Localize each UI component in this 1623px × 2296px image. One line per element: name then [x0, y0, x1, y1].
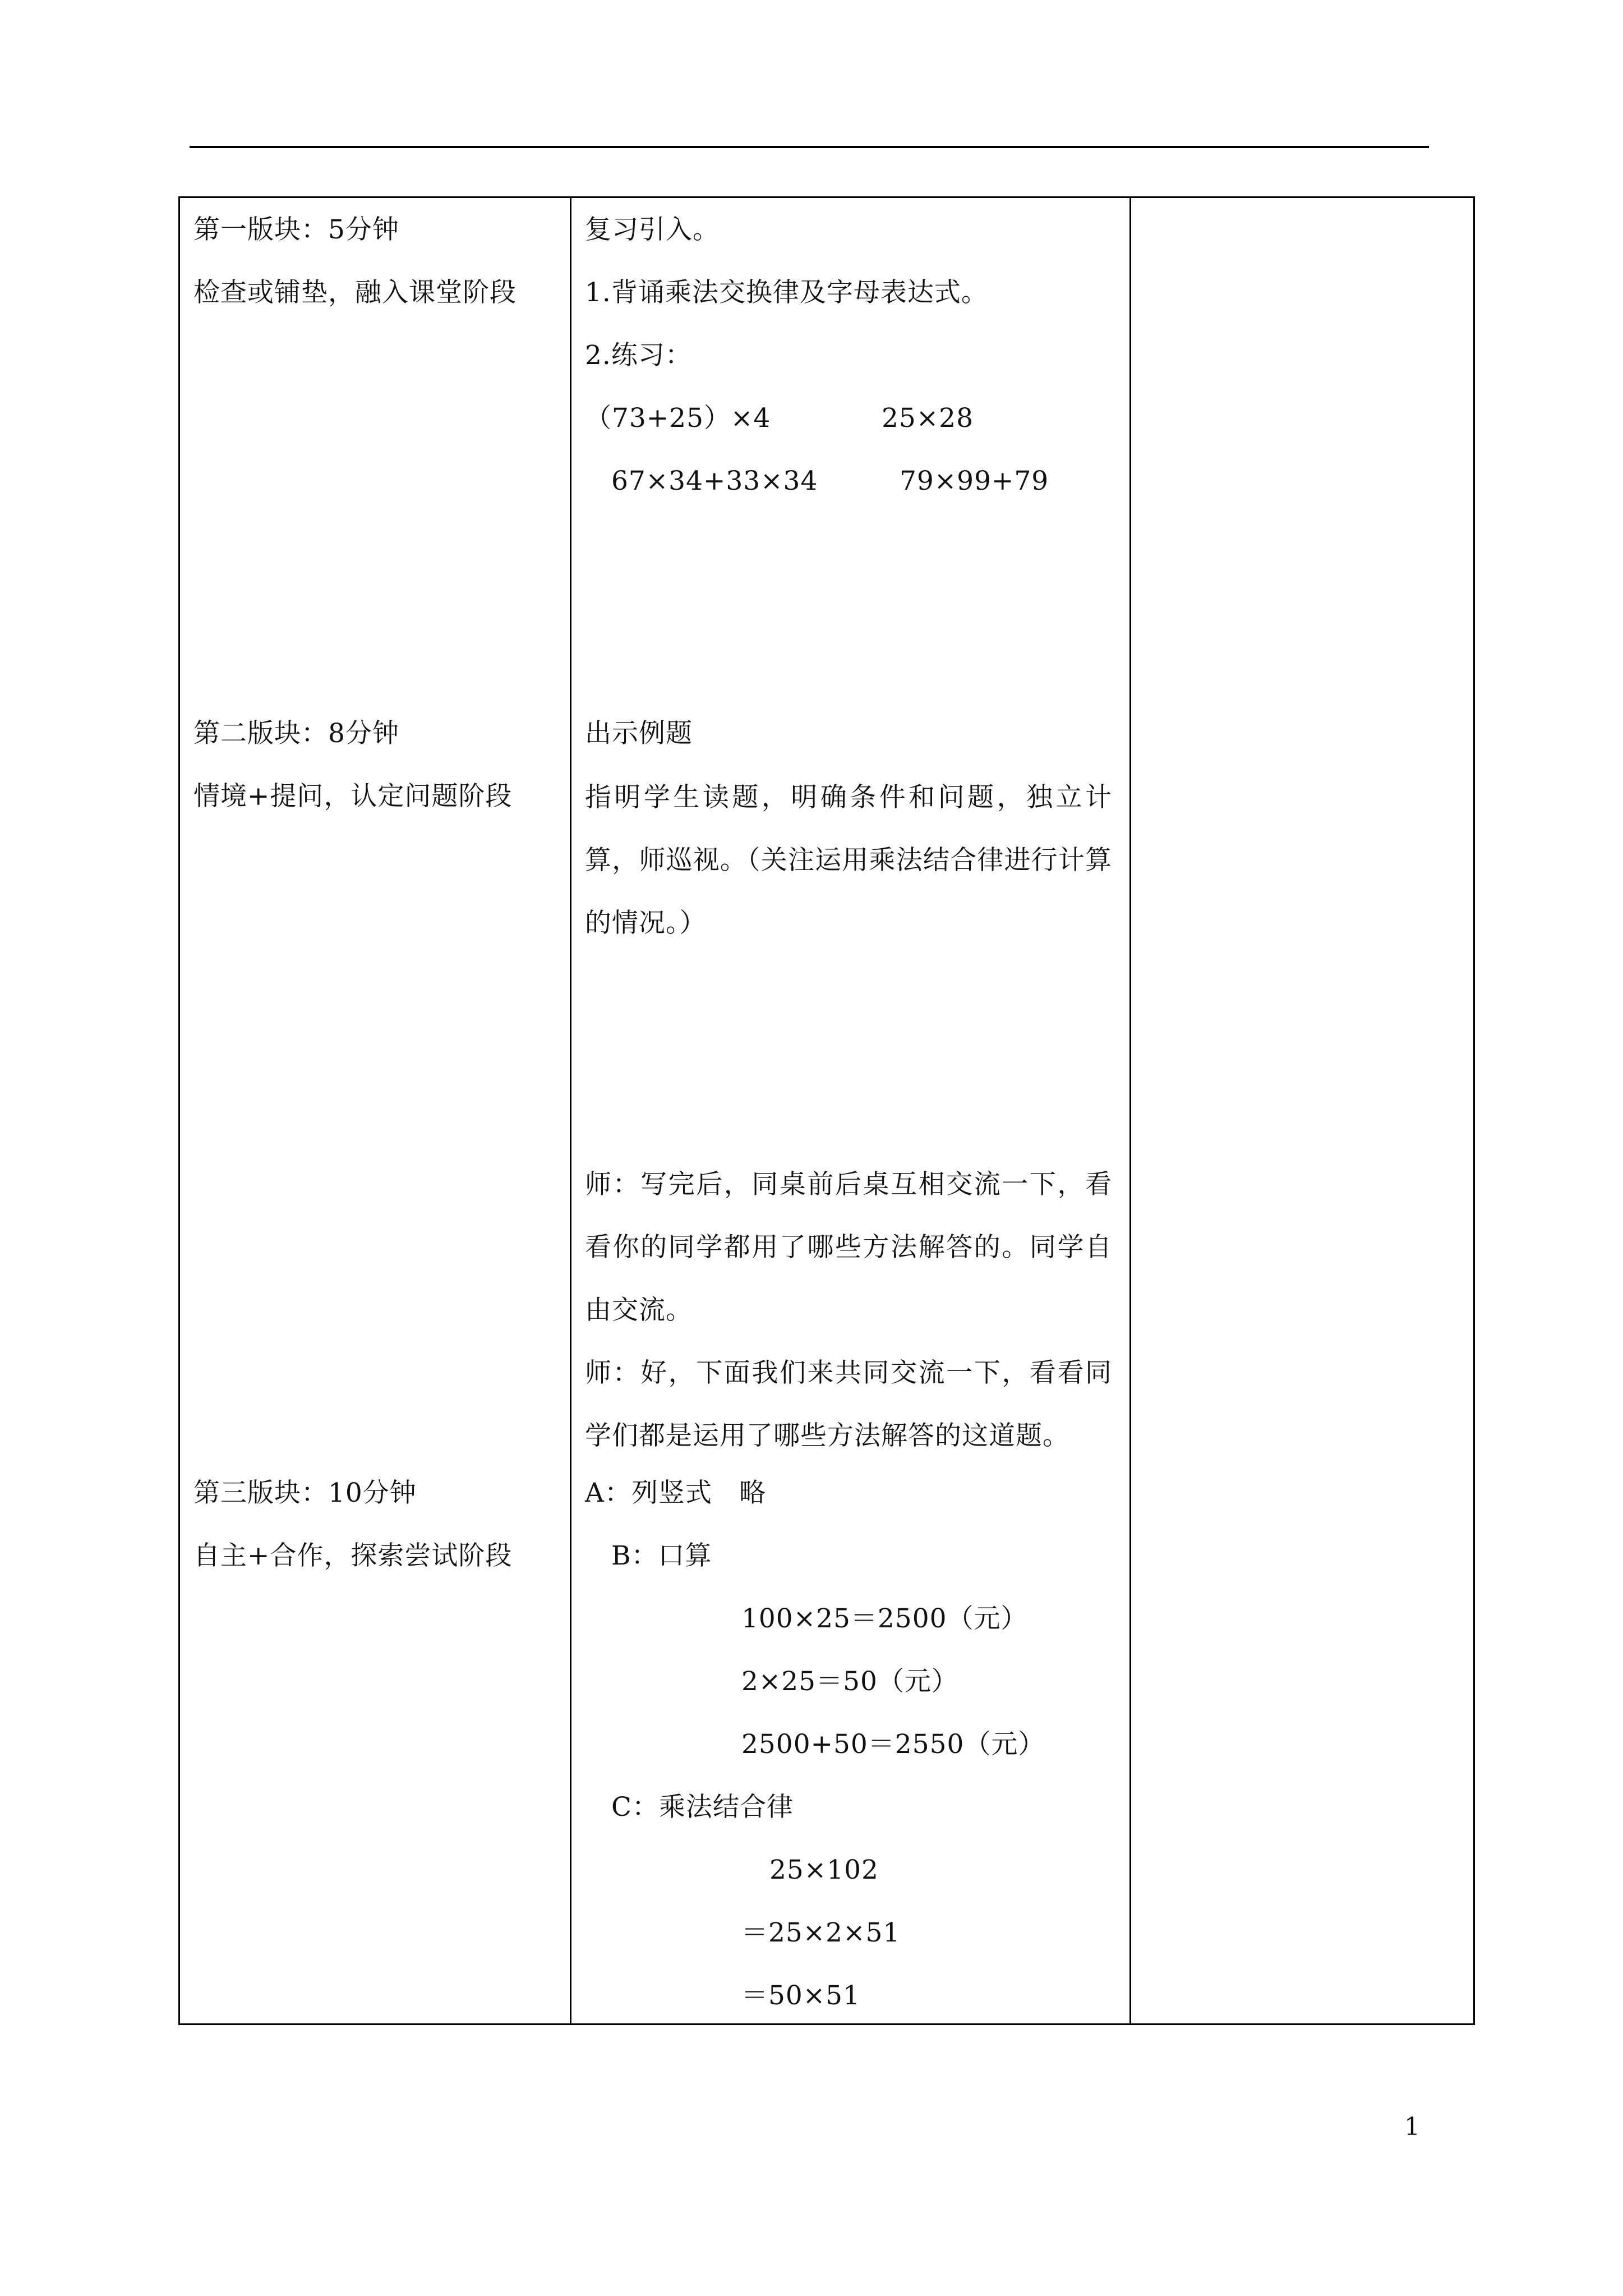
- exercise-3: 67×34+33×34: [611, 466, 818, 496]
- exercise-4: 79×99+79: [900, 466, 1049, 496]
- review-item-2: 2.练习：: [585, 340, 692, 371]
- exercise-2: 25×28: [882, 403, 974, 434]
- stage-2-phase: 情境+提问，认定问题阶段: [193, 781, 513, 812]
- page-number: 1: [1404, 2113, 1420, 2141]
- review-item-1: 1.背诵乘法交换律及字母表达式。: [585, 277, 988, 308]
- method-b: B：口算: [611, 1540, 712, 1571]
- stage-3-heading: 第三版块：10分钟: [193, 1478, 417, 1508]
- column-divider-1: [570, 198, 571, 2023]
- method-a: A：列竖式 略: [585, 1478, 766, 1508]
- method-b-line-3: 2500+50＝2550（元）: [741, 1729, 1045, 1760]
- column-divider-2: [1129, 198, 1131, 2023]
- discussion-paragraph-2: 师：好，下面我们来共同交流一下，看看同学们都是运用了哪些方法解答的这道题。: [585, 1358, 1112, 1451]
- stage-1-phase: 检查或铺垫，融入课堂阶段: [193, 277, 517, 308]
- review-title: 复习引入。: [585, 214, 720, 245]
- header-rule: [190, 146, 1429, 148]
- exercise-1: （73+25）×4: [585, 403, 771, 434]
- stage-2-heading: 第二版块：8分钟: [193, 718, 399, 749]
- method-b-line-1: 100×25＝2500（元）: [741, 1603, 1028, 1634]
- stage-1-heading: 第一版块：5分钟: [193, 214, 399, 245]
- method-c: C：乘法结合律: [611, 1792, 794, 1823]
- stage-3-phase: 自主+合作，探索尝试阶段: [193, 1540, 513, 1571]
- method-c-line-3: ＝50×51: [741, 1980, 860, 2011]
- method-c-line-2: ＝25×2×51: [741, 1917, 901, 1948]
- method-b-line-2: 2×25＝50（元）: [741, 1666, 958, 1697]
- method-c-line-1: 25×102: [769, 1855, 879, 1885]
- example-paragraph: 指明学生读题，明确条件和问题，独立计算，师巡视。（关注运用乘法结合律进行计算的情况。）: [585, 782, 1112, 938]
- discussion-paragraph-1: 师：写完后，同桌前后桌互相交流一下，看看你的同学都用了哪些方法解答的。同学自由交流。: [585, 1169, 1112, 1326]
- example-title: 出示例题: [585, 718, 693, 749]
